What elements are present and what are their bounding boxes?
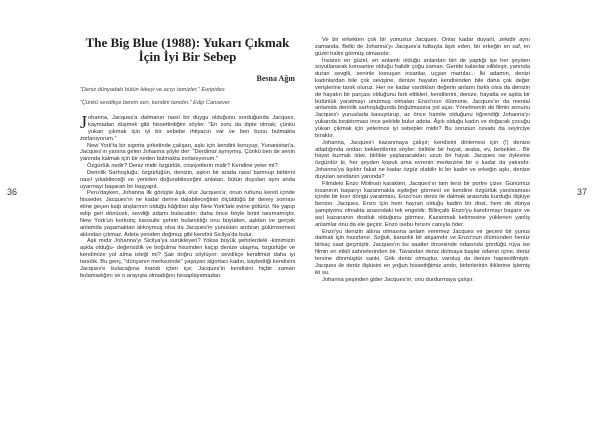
- epigraph-2: “Çünkü sevdikçe benim sen, kendini tanıdın.” Edip Cansever: [80, 99, 230, 106]
- left-body-text: [80, 112, 295, 279]
- article-title: The Big Blue (1988): Yukarı Çıkmak İçin İyi Bir Sebep: [85, 35, 290, 64]
- body-paragraph: Aşk mıdır Johanna'yı Sicilya'ya sürükleyen? Yoksa büyük şehirlerdeki -kimimizin aşkla olduğu- değersizlik ve boğulma hissinden kaçıp denize ulaşma, özgürlüğe ve kendimize yol alma isteği mi? Şair doğru söylüyor: sevdikçe kendimizi daha iyi tanıdık. Bu genç, "dünyanın merkezinde" yaşayan sigortacı kadın, kaybettiği kendisini Jacques'e bulacağına inandı içten içe; Jacques'in kendisini hiçbir zaman bulamadığını ve o arayışta olmadığını hesaplayamadan.: [80, 238, 295, 279]
- body-paragraph: Johanna peşinden gider Jacques'ın, onu durdurmaya çalışır.: [322, 276, 474, 283]
- body-paragraph: İnsanın en güzel, en anlamlı olduğu anlardan biri de yaptığı işe her şeyden soyutlanarak konsantre olduğu halidir çoğu zaman. Geride kalanlar silikleşir, yanında duran sevgili, seninle konuşan insanlar, uçşan martılar... İki adamın, denizi kadınlardan bile çok sevişine, denize hayatın kendisinden bile daha çok değer verişlerine tanık oluruz. Her ne kadar vardıkları değerin anlamı farklı olsa da denizin de hayatın bir parçası olduğunu fark ettikleri, kendilerini, denize, hayatta ve aşkla bir bütünlük yaratmayı unutmuş olmaları Enzo'nun ölümüne, Jacques'ın da mental anlamda derinlik sarhoşluğunda boğulmasına yol açar. Yönetmenin de filmin sonunu Jacques'ı yunuslarla kavuşturup, az önce hamile olduğunu öğrendiği Johanna'yı yukarıda bıraktırması ince şekilde bulur adeta. Âşık olduğu kadın ve doğacak çocuğu yukarı çıkmak için yeterince iyi sebepler midir? Bu sorunun cevabı da seyirciye bıraktır.: [315, 57, 530, 139]
- right-column: [315, 0, 530, 425]
- article-author: Besna Ağın: [256, 74, 295, 83]
- body-paragraph: Peru'dayken, Johanna ilk görüşte âşık olur Jacques'a; onun ruhunu kendi içinde hisseder. Jacques'ın ne kadar derine dalabileceğinin ölçüldüğü bir deney sonrası eline geçen kalp atışlarının olduğu kâğıtları alıp New York'taki evine götürür. Ne yapıp edip geri dönücek, sevdiği adamı bulacaktır; daha önce böyle birini tanımamıştır. New York'un korkunç kaosuile şehrin bulanıklığı onu büyüden, aşktan ve gerçek anlamda yaşamaktan alıkoymuş olsa da Jacques'in yunusları andıran gülümsemesi aklından çıkmaz. Adeta yeniden doğmuş gibi kendini Sicilya'da bulur.: [80, 190, 295, 238]
- page-number-left: 36: [7, 187, 18, 197]
- body-paragraph: Ve bir erkekten çok bir yunustur Jacques. Onlar kadar duyarlı, zekidir aynı zamanda. Belki de Johanna'yı Jacques'a tutkuyla âşık eden, bir erkeğin en saf, en güzel halini görmüş olmasıdır.: [315, 37, 530, 57]
- body-paragraph: Özgürlük nedir? Deniz midir özgürlük, cinsiyetlerin midir? Kendine yeter mi?: [87, 163, 278, 170]
- body-paragraph: Derinlik Sarhoşluğu, özgürlüğün, denizin, aşkın bir arada nasıl bamnup birbirini nasıl yıkabileceği ve yeniden doğurabileceğini anlatan, bütün duyuları aynı anda uyarmayı başaran bir başyapıt.: [80, 169, 295, 190]
- body-paragraph: Filmdeki Enzo Molinari karakteri, Jacques'ın tam tersi bir portre çizer. Günümüz insanının başarıyı kazanmakla eşdeğer görmesi ve kendine özgürlük yanılsaması içinde bir kısır döngü yaratması, Enzo'nun deniz ile dalmak arasında kurduğu ilişkiye benzer. Jacques, Enzo için hem hayran olduğu kadim bir dost, hem de dünya şampiyonu olmakta arasındaki tek engeldir. Bilinçaltı Enzo'yu kandırmayı başarır ve asıl kazananın dostluk olduğunu görmez. Kazanmak kelimesine yüklenen yanlış anlamlar onu da ele geçirir. Enzo isebu hırsını canıyla öder.: [315, 180, 530, 228]
- left-column: [80, 0, 295, 425]
- page-number-right: 37: [577, 187, 588, 197]
- epigraph-1: “Deniz dünyadaki bütün lekeyi ve acıyı temizler.” Euripides: [80, 87, 225, 93]
- body-paragraph: New York'ta bir sigorta şirketinde çalışan, aşkı için kendini koruyup, Yunanistan'a, Jacques'ın yanına gelen Johanna şöyle der: "Derdimiz aynıymış. Çünkü ben de senin yanında kalmak için bir neden bulmakta zorlanıyorum.": [80, 142, 295, 163]
- right-body-text: [315, 37, 530, 283]
- body-paragraph: Johanna, Jacques'ı kazanmaya çalışır; kendisini dinlemesi için (!) denize atladığında ondan beklentilerini söyler: birlikte bir hayat, araba, ev, bebekler... Bir hayat kurmak ister, birlikte yaşlanacakları uzun bir hayat. Jacques ise öylesine özgürdür ki, her şeyden kopuk ama evrenin merkezine bir o kadar da yakındır. Johanna'ya âşıktır fakat ne kadar özgür olabilir ki bir kadın ve erkeğin aşkı, denize duyulan sevdanın yanında?: [315, 139, 530, 180]
- body-paragraph: Enzo'yu denizin altına olmasına anlam veremez Jacques ve geceni bir yunus dalmak için hazırlanır. Soğuk, karanlık bir akşamdır ve Enzo'nun ölümünden henüz birkaç saat geçmiştir. Jacques'ın bu saatler öncesinde odasında gördüğü rüya ise filmin en etkili sahnelerinden bir. Tavandan deniz dolmaya başlar odanın içine, deniz tersine dönmüştür sanki. Gök deniz olmuştur, varoluş da denize hapsedilmiştir. Jacques ile deniz ilişkisini en yoğun hissettiğimiz andır, birbirlerinin iliklerine işlemiş iki su.: [315, 228, 530, 276]
- body-paragraph: Johanna, Jacques'a dalmanın nasıl bir duygu olduğunu sorduğunda Jacques, kaymadan düşmek gibi hissettirdiğini söyler. "En zoru da dipte olmak; çünkü yukarı çıkmak için iyi bir sebebe ihtiyacın var ve ben bunu bulmakta zorlanıyorum.": [80, 112, 295, 142]
